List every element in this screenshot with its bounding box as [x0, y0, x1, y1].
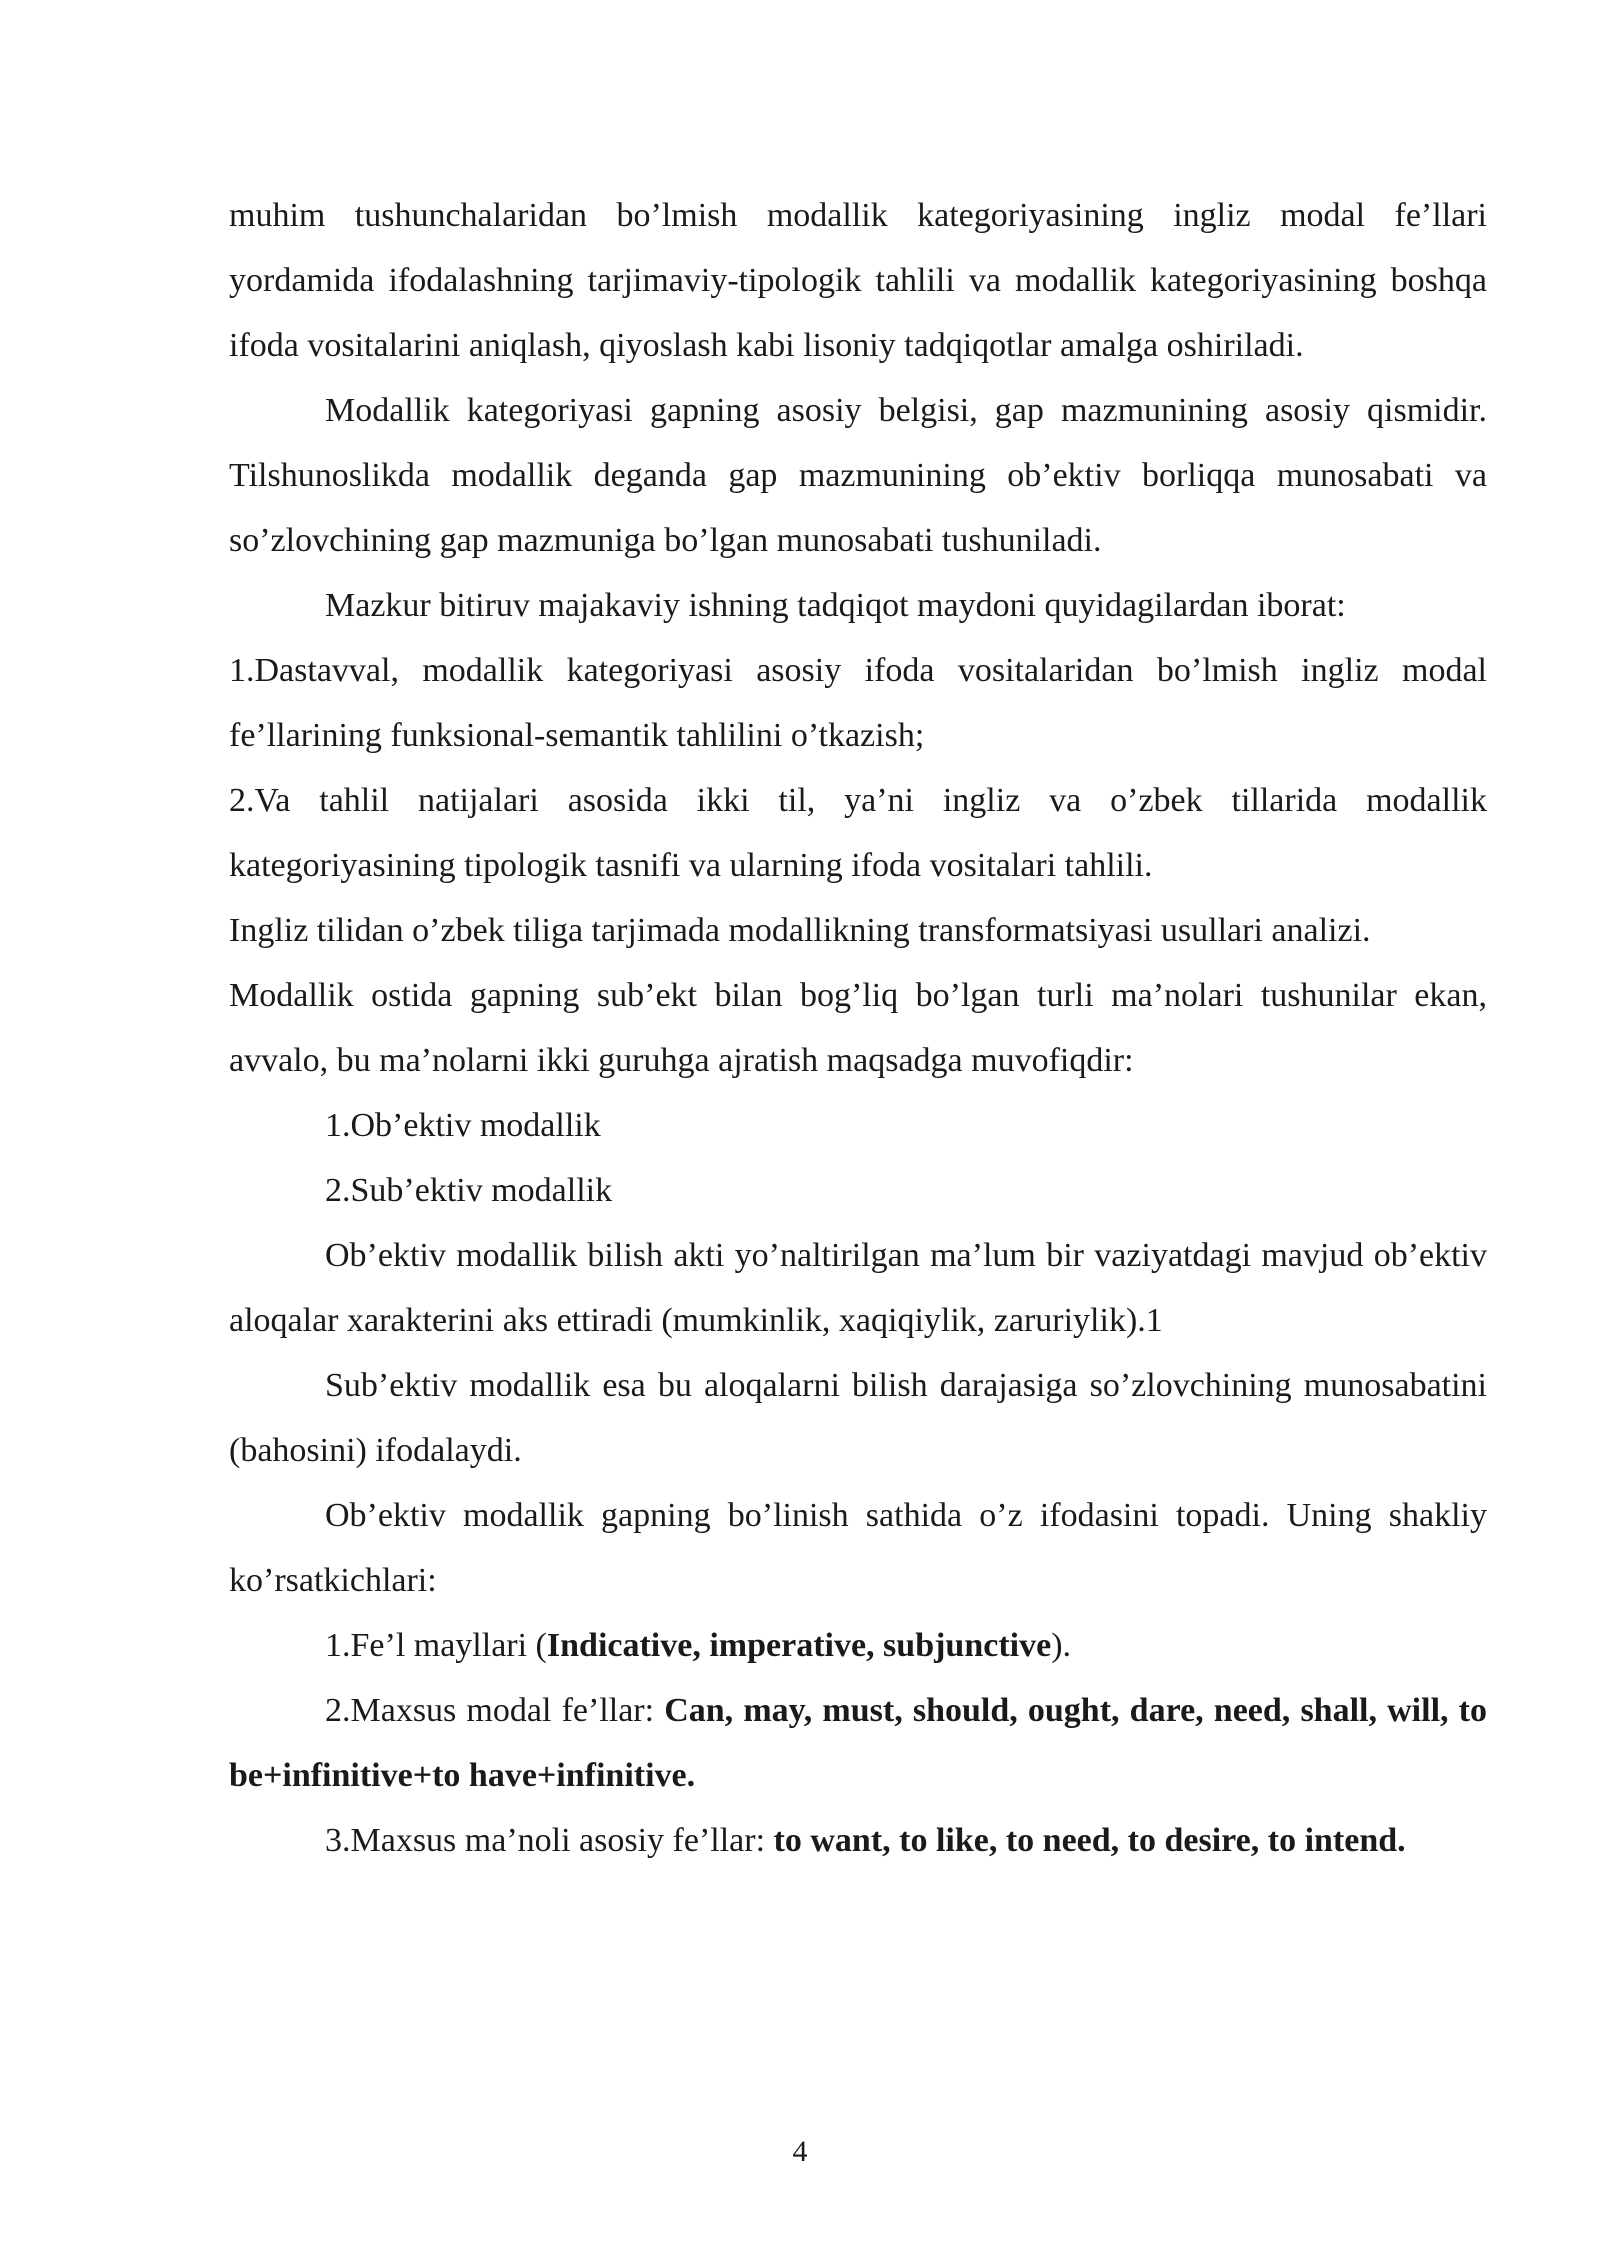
paragraph-scope-item-2: 2.Va tahlil natijalari asosida ikki til, ya’ni ingliz va o’zbek tillarida modallik kategoriyasining tipologik tasnifi va ularning ifoda vositalari tahlili. [229, 782, 1487, 884]
paragraph-transformation: Ingliz tilidan o’zbek tiliga tarjimada modallikning transformatsiyasi usullari analizi. [229, 912, 1371, 949]
paragraph-research-scope: Mazkur bitiruv majakaviy ishning tadqiqot maydoni quyidagilardan iborat: [325, 587, 1346, 624]
indicator-item-2-prefix: 2.Maxsus modal fe’llar: [325, 1692, 665, 1729]
indicator-item-3-bold: to want, to like, to need, to desire, to intend. [773, 1822, 1406, 1859]
page-body [229, 183, 1487, 1873]
indicator-item-1-prefix: 1.Fe’l mayllari ( [325, 1627, 547, 1664]
indicator-item-2-bold: Can, may, must, should, ought, dare, need, shall, will, to be+infinitive+to have+infinitive. [229, 1692, 1487, 1794]
paragraph-modality-groups: Modallik ostida gapning sub’ekt bilan bog’liq bo’lgan turli ma’nolari tushunilar ekan, avvalo, bu ma’nolarni ikki guruhga ajratish maqsadga muvofiqdir: [229, 977, 1487, 1079]
list-item-subjective: 2.Sub’ektiv modallik [325, 1172, 613, 1209]
indicator-item-1-bold: Indicative, imperative, subjunctive [546, 1627, 1052, 1664]
indicator-item-3 [229, 1808, 1487, 1873]
indicator-item-2 [229, 1678, 1487, 1808]
paragraph-objective-modality: Ob’ektiv modallik bilish akti yo’naltirilgan ma’lum bir vaziyatdagi mavjud ob’ektiv aloqalar xarakterini aks ettiradi (mumkinlik, xaqiqiylik, zaruriylik).1 [229, 1237, 1487, 1339]
paragraph-formal-indicators: Ob’ektiv modallik gapning bo’linish sathida o’z ifodasini topadi. Uning shakliy ko’rsatkichlari: [229, 1497, 1487, 1599]
paragraph-scope-item-1: 1.Dastavval, modallik kategoriyasi asosiy ifoda vositalaridan bo’lmish ingliz modal fe’llarining funksional-semantik tahlilini o’tkazish; [229, 652, 1487, 754]
paragraph-continuation: muhim tushunchalaridan bo’lmish modallik kategoriyasining ingliz modal fe’llari yordamida ifodalashning tarjimaviy-tipologik tahlili va modallik kategoriyasining boshqa ifoda vositalarini aniqlash, qiyoslash kabi lisoniy tadqiqotlar amalga oshiriladi. [229, 197, 1487, 364]
list-item-objective: 1.Ob’ektiv modallik [325, 1107, 601, 1144]
paragraph-modality-definition: Modallik kategoriyasi gapning asosiy belgisi, gap mazmunining asosiy qismidir. Tilshunoslikda modallik deganda gap mazmunining ob’ektiv borliqqa munosabati va so’zlovchining gap mazmuniga bo’lgan munosabati tushuniladi. [229, 392, 1487, 559]
page-number: 4 [792, 2135, 808, 2168]
paragraph-subjective-modality: Sub’ektiv modallik esa bu aloqalarni bilish darajasiga so’zlovchining munosabatini (bahosini) ifodalaydi. [229, 1367, 1487, 1469]
indicator-item-3-prefix: 3.Maxsus ma’noli asosiy fe’llar: [325, 1822, 774, 1859]
indicator-item-1-suffix: ). [1051, 1627, 1072, 1664]
indicator-item-1 [229, 1613, 1487, 1678]
